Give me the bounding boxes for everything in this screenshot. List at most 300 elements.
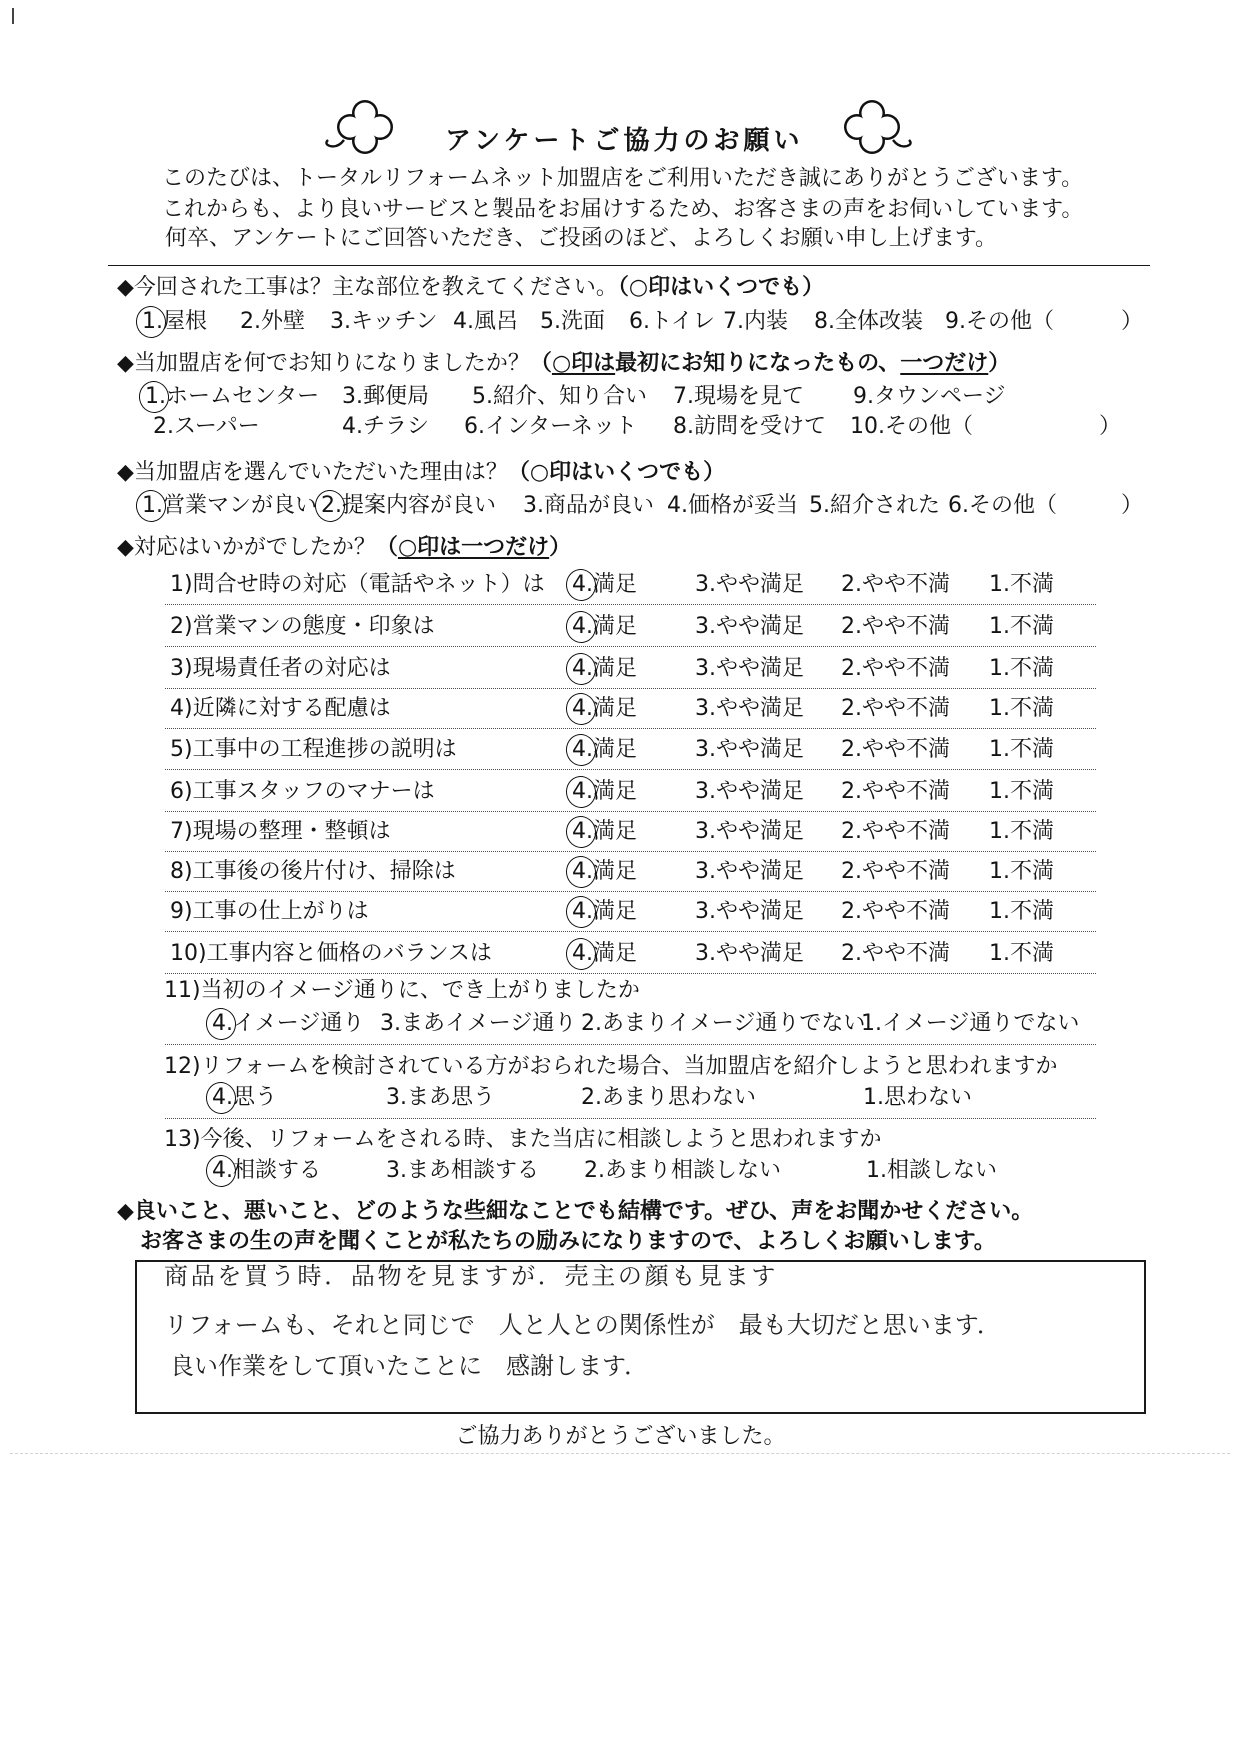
followup-choice <box>380 1012 576 1036</box>
q2-heading-text: （ <box>529 351 552 376</box>
intro-line: このたびは、トータルリフォームネット加盟店をご利用いただき誠にありがとうございます。 <box>162 166 1084 191</box>
q2-close-paren: ） <box>1099 414 1122 439</box>
rating-choice <box>572 860 637 884</box>
rating-choice-number-text: 2. <box>841 614 862 639</box>
rating-choice <box>989 900 1054 924</box>
rating-choice <box>841 820 950 844</box>
rating-choice-number-text: 1. <box>989 859 1010 884</box>
scan-artifact <box>12 8 14 24</box>
dotted-separator <box>165 769 1096 770</box>
rating-choice-label: やや不満 <box>862 656 951 681</box>
rating-choice-number <box>695 820 716 844</box>
dotted-separator <box>165 931 1096 932</box>
followup-choice-label: 思わない <box>884 1085 973 1110</box>
followup-choice-number <box>581 1086 602 1110</box>
rating-choice-label: やや満足 <box>716 614 805 639</box>
rating-choice <box>989 860 1054 884</box>
q1-option <box>240 310 305 334</box>
followup-choice-number-text: 4. <box>212 1158 233 1183</box>
rating-row-label: 4)近隣に対する配慮は <box>170 696 391 721</box>
q2-option-number <box>673 415 694 439</box>
dotted-separator <box>165 688 1096 689</box>
q3-option <box>321 494 496 518</box>
q2-option-number <box>145 385 166 409</box>
rating-choice-label: 満足 <box>593 614 638 639</box>
rating-choice-number-text: 2. <box>841 572 862 597</box>
followup-choice <box>212 1086 277 1110</box>
q3-option <box>948 494 1057 518</box>
followup-choice-label: あまり相談しない <box>605 1158 782 1183</box>
rating-choice-number <box>841 900 862 924</box>
rating-choice <box>841 900 950 924</box>
rating-choice-number <box>572 697 593 721</box>
q1-option-number-text: 5. <box>540 309 561 334</box>
followup-choice <box>386 1086 495 1110</box>
rating-choice-number-text: 2. <box>841 899 862 924</box>
rating-choice-number <box>695 780 716 804</box>
rating-choice-number-text: 3. <box>695 941 716 966</box>
q2-option-number-text: 2. <box>153 414 174 439</box>
q2-option <box>153 415 260 439</box>
q1-heading-text: （○印はいくつでも） <box>617 275 825 300</box>
rating-choice-label: 満足 <box>593 696 638 721</box>
q2-option-number-text: 8. <box>673 414 694 439</box>
followup-choice-label: まあ思う <box>407 1085 496 1110</box>
dotted-separator <box>165 973 1096 974</box>
rating-choice-number <box>989 615 1010 639</box>
followup-choice-number-text: 1. <box>866 1158 887 1183</box>
rating-choice-label: やや不満 <box>862 614 951 639</box>
rating-choice-number-text: 4. <box>572 899 593 924</box>
rating-choice-number-text: 1. <box>989 696 1010 721</box>
rating-choice-label: やや満足 <box>716 656 805 681</box>
rating-choice-label: 不満 <box>1010 614 1055 639</box>
q3-option-number-text: 5. <box>809 493 830 518</box>
q3-option-number <box>809 494 830 518</box>
rating-row-label: 5)工事中の工程進捗の説明は <box>170 737 457 762</box>
rating-choice-number <box>695 860 716 884</box>
q3-option-label: 提案内容が良い <box>342 493 497 518</box>
rating-choice-label: やや不満 <box>862 899 951 924</box>
rating-choice <box>572 900 637 924</box>
followup-choice-number <box>380 1012 401 1036</box>
rating-choice <box>841 780 950 804</box>
rating-choice <box>695 738 804 762</box>
followup-choice <box>581 1012 865 1036</box>
q2-option-label: タウンページ <box>874 384 1006 409</box>
q2-option-number <box>850 415 885 439</box>
rating-choice <box>989 615 1054 639</box>
rating-choice <box>572 738 637 762</box>
rating-choice-number-text: 1. <box>989 941 1010 966</box>
rating-choice-number-text: 3. <box>695 899 716 924</box>
rating-choice <box>572 942 637 966</box>
q2-option <box>342 385 429 409</box>
followup-choice <box>581 1086 756 1110</box>
rating-choice-number <box>572 900 593 924</box>
rating-choice <box>841 942 950 966</box>
followup-choice <box>584 1159 781 1183</box>
followup-choice-number-text: 2. <box>584 1158 605 1183</box>
q2-heading-text: 一つだけ <box>900 351 989 376</box>
q1-option-number <box>723 310 744 334</box>
q2-option <box>673 415 826 439</box>
rating-choice-number-text: 4. <box>572 572 593 597</box>
q1-option-number-text: 2. <box>240 309 261 334</box>
q3-option-label: 営業マンが良い <box>163 493 318 518</box>
rating-choice-label: やや満足 <box>716 819 805 844</box>
rating-choice-number-text: 1. <box>989 899 1010 924</box>
rating-choice-number-text: 1. <box>989 656 1010 681</box>
rating-choice-label: 満足 <box>593 737 638 762</box>
q4-heading-text: ） <box>549 535 572 560</box>
q2-option-label: スーパー <box>174 414 260 439</box>
q1-option-label: トイレ <box>650 309 715 334</box>
followup-choice <box>212 1012 364 1036</box>
rating-choice <box>989 657 1054 681</box>
rating-choice-number <box>989 942 1010 966</box>
q3-option-number <box>667 494 688 518</box>
q2-option-number <box>472 385 493 409</box>
rating-choice-label: 満足 <box>593 859 638 884</box>
intro-line: これからも、より良いサービスと製品をお届けするため、お客さまの声をお伺いしています。 <box>162 197 1084 222</box>
followup-choice-number <box>581 1012 602 1036</box>
q2-option-label: その他（ <box>885 414 974 439</box>
dotted-separator <box>165 646 1096 647</box>
rating-choice-number <box>572 860 593 884</box>
followup-choice-label: 思う <box>233 1085 278 1110</box>
q2-option-number-text: 1. <box>145 384 166 409</box>
rating-choice-number-text: 4. <box>572 941 593 966</box>
q1-option <box>945 310 1054 334</box>
scan-noise-line <box>10 1453 1230 1454</box>
q3-option-label: 価格が妥当 <box>688 493 799 518</box>
rating-choice-number-text: 1. <box>989 614 1010 639</box>
rating-choice <box>572 573 637 597</box>
q2-heading <box>117 352 1010 376</box>
rating-choice-label: 満足 <box>593 819 638 844</box>
q2-option <box>853 385 1006 409</box>
dotted-separator <box>165 1118 1096 1119</box>
q1-close-paren: ） <box>1121 309 1144 334</box>
rating-choice-label: やや満足 <box>716 696 805 721</box>
rating-choice <box>572 657 637 681</box>
rating-choice <box>572 820 637 844</box>
rating-choice-label: 不満 <box>1010 859 1055 884</box>
q3-heading-text: ◆当加盟店を選んでいただいた理由は？ <box>117 460 508 485</box>
rating-choice-number <box>989 860 1010 884</box>
rating-choice-number <box>841 615 862 639</box>
q2-option-number <box>464 415 485 439</box>
followup-choice-number <box>866 1159 887 1183</box>
rating-choice-number-text: 4. <box>572 779 593 804</box>
q4-heading <box>117 536 571 560</box>
q2-option-label: ホームセンター <box>166 384 320 409</box>
q3-heading-text: （○印はいくつでも） <box>507 460 726 485</box>
rating-row-label: 3)現場責任者の対応は <box>170 656 391 681</box>
q3-option-number <box>142 494 163 518</box>
q1-option-number <box>330 310 351 334</box>
rating-choice-label: やや不満 <box>862 696 951 721</box>
rating-choice-number <box>695 697 716 721</box>
rating-choice-number-text: 2. <box>841 859 862 884</box>
rating-choice-number <box>841 820 862 844</box>
q2-option <box>342 415 429 439</box>
q1-heading <box>117 276 824 300</box>
rating-choice-number-text: 3. <box>695 737 716 762</box>
q4-heading-text: （ <box>375 535 398 560</box>
q3-option-label: 商品が良い <box>544 493 655 518</box>
followup-choice <box>212 1159 321 1183</box>
rating-row-label: 6)工事スタッフのマナーは <box>170 779 435 804</box>
rating-choice-number <box>989 780 1010 804</box>
rating-choice-number <box>572 942 593 966</box>
q1-option-number-text: 3. <box>330 309 351 334</box>
q1-option <box>142 310 207 334</box>
rating-choice-label: やや満足 <box>716 572 805 597</box>
q3-option-number <box>523 494 544 518</box>
q2-option <box>464 415 637 439</box>
rating-choice <box>841 738 950 762</box>
rating-choice-number-text: 2. <box>841 941 862 966</box>
rating-choice-number-text: 3. <box>695 779 716 804</box>
q3-close-paren: ） <box>1121 493 1144 518</box>
form-title: アンケートご協力のお願い <box>445 126 804 156</box>
dotted-separator <box>165 811 1096 812</box>
rating-choice-number-text: 2. <box>841 696 862 721</box>
rating-choice-number-text: 2. <box>841 737 862 762</box>
rating-choice <box>572 615 637 639</box>
q3-option-number-text: 4. <box>667 493 688 518</box>
rating-choice-label: やや不満 <box>862 819 951 844</box>
rating-choice <box>989 780 1054 804</box>
rating-choice <box>572 780 637 804</box>
followup-choice-number-text: 1. <box>863 1085 884 1110</box>
q2-option-number <box>342 385 363 409</box>
rating-row-label: 10)工事内容と価格のバランスは <box>170 941 492 966</box>
rating-choice-number <box>841 942 862 966</box>
q3-option-number-text: 1. <box>142 493 163 518</box>
rating-choice-label: やや不満 <box>862 779 951 804</box>
followup-choice-label: イメージ通り <box>233 1011 365 1036</box>
q1-option <box>814 310 923 334</box>
rating-choice-number-text: 4. <box>572 696 593 721</box>
q2-option-label: 現場を見て <box>694 384 805 409</box>
followup-choice-label: あまりイメージ通りでない <box>602 1011 866 1036</box>
rating-choice-label: 満足 <box>593 941 638 966</box>
q2-heading-text: ） <box>988 351 1011 376</box>
rating-choice <box>695 615 804 639</box>
rating-choice <box>695 942 804 966</box>
q3-option-number <box>948 494 969 518</box>
dotted-separator <box>165 1044 1096 1045</box>
rating-row-label: 1)問合せ時の対応（電話やネット）は <box>170 572 545 597</box>
q1-option <box>723 310 788 334</box>
clover-icon <box>827 96 923 160</box>
q2-option-label: インターネット <box>485 414 638 439</box>
q1-option-number-text: 1. <box>142 309 163 334</box>
rating-choice-label: やや満足 <box>716 859 805 884</box>
rating-row-label: 9)工事の仕上がりは <box>170 899 369 924</box>
q2-option-number-text: 3. <box>342 384 363 409</box>
q1-option-number <box>142 310 163 334</box>
rating-choice-number-text: 4. <box>572 819 593 844</box>
q1-option-label: 全体改装 <box>835 309 924 334</box>
comments-heading: ◆良いこと、悪いこと、どのような些細なことでも結構です。ぜひ、声をお聞かせください。 <box>117 1199 1034 1224</box>
rating-choice-number-text: 4. <box>572 737 593 762</box>
q2-option-label: 紹介、知り合い <box>493 384 648 409</box>
rating-choice-label: 不満 <box>1010 899 1055 924</box>
q2-heading-text: ○印は <box>551 351 616 376</box>
rating-choice-number-text: 1. <box>989 819 1010 844</box>
q3-option-number <box>321 494 342 518</box>
rating-choice-number <box>572 657 593 681</box>
q3-option-label: 紹介された <box>830 493 941 518</box>
rating-choice-number <box>572 615 593 639</box>
rating-choice-number <box>989 657 1010 681</box>
rating-choice <box>989 697 1054 721</box>
q1-option-label: 洗面 <box>561 309 606 334</box>
rating-choice <box>841 657 950 681</box>
followup-choice-number-text: 4. <box>212 1085 233 1110</box>
q2-option-number <box>673 385 694 409</box>
q1-option <box>540 310 605 334</box>
rating-choice-label: 不満 <box>1010 572 1055 597</box>
q1-option-label: 内装 <box>744 309 789 334</box>
rating-choice-number <box>989 738 1010 762</box>
rating-choice-number <box>841 573 862 597</box>
rating-choice-label: やや不満 <box>862 737 951 762</box>
rating-choice-number <box>695 942 716 966</box>
q1-option-number-text: 7. <box>723 309 744 334</box>
q2-option <box>472 385 647 409</box>
followup-choice-number <box>386 1159 407 1183</box>
rating-choice-number-text: 4. <box>572 656 593 681</box>
q1-option-number-text: 4. <box>453 309 474 334</box>
rating-choice-label: やや満足 <box>716 941 805 966</box>
q2-heading-text: ◆当加盟店を何でお知りになりましたか？ <box>117 351 530 376</box>
q1-option-label: 風呂 <box>474 309 519 334</box>
rating-choice-number <box>989 697 1010 721</box>
q1-heading-text: ◆今回された工事は？主な部位を教えてください。 <box>117 275 618 300</box>
rating-choice <box>841 697 950 721</box>
q1-option-number <box>540 310 561 334</box>
rating-choice <box>989 942 1054 966</box>
rating-choice-label: 満足 <box>593 656 638 681</box>
rating-choice-label: 満足 <box>593 779 638 804</box>
rating-choice-number <box>841 657 862 681</box>
q4-heading-text: ◆対応はいかがでしたか？ <box>117 535 376 560</box>
footer-thanks: ご協力ありがとうございました。 <box>455 1424 786 1449</box>
rating-choice-number <box>989 573 1010 597</box>
q1-option-number <box>629 310 650 334</box>
rating-choice <box>695 573 804 597</box>
rating-choice-label: 不満 <box>1010 656 1055 681</box>
rating-row-label: 8)工事後の後片付け、掃除は <box>170 859 456 884</box>
rating-choice-number-text: 4. <box>572 859 593 884</box>
followup-choice-label: まあイメージ通り <box>401 1011 577 1036</box>
followup-choice-number <box>861 1012 882 1036</box>
q3-option <box>142 494 317 518</box>
q1-option-label: その他（ <box>966 309 1055 334</box>
handwritten-comment-line: リフォームも、それと同じで 人と人との関係性が 最も大切だと思います． <box>164 1311 1001 1339</box>
header-divider <box>108 265 1150 266</box>
followup-choice-label: 相談しない <box>887 1158 998 1183</box>
followup-choice-number <box>212 1012 233 1036</box>
q1-option-number-text: 6. <box>629 309 650 334</box>
followup-question-label: 13)今後、リフォームをされる時、また当店に相談しようと思われますか <box>164 1127 882 1152</box>
followup-choice-number-text: 4. <box>212 1011 233 1036</box>
q2-option <box>850 415 973 439</box>
rating-choice-number-text: 2. <box>841 819 862 844</box>
q1-option-number <box>453 310 474 334</box>
rating-choice-number-text: 1. <box>989 779 1010 804</box>
clover-icon <box>320 96 416 160</box>
q1-option-number <box>945 310 966 334</box>
rating-choice-label: やや満足 <box>716 779 805 804</box>
q1-option-number <box>814 310 835 334</box>
rating-choice-number <box>572 738 593 762</box>
rating-choice-number <box>572 573 593 597</box>
dotted-separator <box>165 851 1096 852</box>
rating-choice <box>989 738 1054 762</box>
q3-option <box>809 494 940 518</box>
rating-choice <box>989 820 1054 844</box>
rating-choice-number <box>841 738 862 762</box>
q1-option <box>330 310 437 334</box>
q2-option <box>145 385 319 409</box>
dotted-separator <box>165 891 1096 892</box>
rating-choice-number-text: 3. <box>695 696 716 721</box>
followup-choice-label: 相談する <box>233 1158 322 1183</box>
rating-choice-number <box>695 657 716 681</box>
followup-choice-number <box>584 1159 605 1183</box>
q2-option-label: チラシ <box>363 414 430 439</box>
followup-choice-number-text: 3. <box>386 1085 407 1110</box>
followup-choice <box>386 1159 539 1183</box>
dotted-separator <box>165 604 1096 605</box>
rating-choice-label: 不満 <box>1010 819 1055 844</box>
q2-option-number-text: 4. <box>342 414 363 439</box>
rating-choice-label: 不満 <box>1010 779 1055 804</box>
rating-choice <box>695 820 804 844</box>
rating-choice-label: やや不満 <box>862 859 951 884</box>
q1-option-label: キッチン <box>351 309 438 334</box>
q2-option-number <box>853 385 874 409</box>
rating-choice <box>695 860 804 884</box>
rating-choice-number-text: 3. <box>695 819 716 844</box>
q3-option <box>667 494 798 518</box>
handwritten-comment-line: 商品を買う時．品物を見ますが．売主の顔も見ます <box>164 1262 779 1290</box>
rating-choice-label: 不満 <box>1010 737 1055 762</box>
q2-option <box>673 385 804 409</box>
rating-choice-number <box>841 697 862 721</box>
q1-option <box>453 310 518 334</box>
q3-heading <box>117 461 725 485</box>
rating-choice-number-text: 2. <box>841 656 862 681</box>
handwritten-comment-line: 良い作業をして頂いたことに 感謝します． <box>170 1352 649 1380</box>
rating-choice-label: 満足 <box>593 899 638 924</box>
followup-question-label: 11)当初のイメージ通りに、でき上がりましたか <box>164 978 640 1003</box>
rating-choice-label: やや不満 <box>862 941 951 966</box>
q3-option-number-text: 2. <box>321 493 342 518</box>
q1-option-label: 外壁 <box>261 309 306 334</box>
rating-row-label: 2)営業マンの態度・印象は <box>170 614 435 639</box>
q2-option-number-text: 7. <box>673 384 694 409</box>
q2-option-number-text: 6. <box>464 414 485 439</box>
rating-choice-number-text: 3. <box>695 859 716 884</box>
rating-choice-number <box>841 860 862 884</box>
